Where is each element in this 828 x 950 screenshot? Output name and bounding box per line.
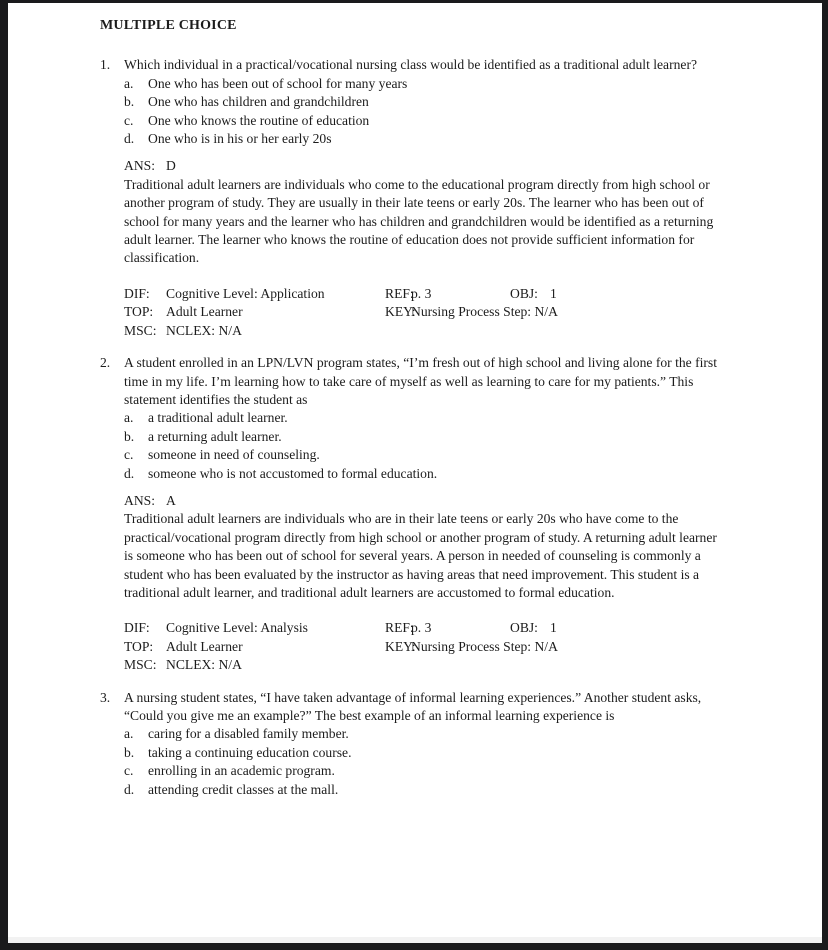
answer-option: [124, 428, 720, 446]
answer-option: [124, 465, 720, 483]
top-label: TOP:: [124, 638, 154, 654]
answer-option: [124, 409, 720, 427]
option-text: One who is in his or her early 20s: [148, 131, 332, 147]
question-body: [124, 56, 720, 340]
answer-value: D: [166, 158, 176, 174]
key-value: Nursing Process Step: N/A: [411, 304, 558, 320]
dif-label: DIF:: [124, 285, 150, 301]
question-metadata: [124, 619, 720, 674]
answer-option: [124, 75, 720, 93]
document-content: [8, 3, 822, 799]
dif-label: DIF:: [124, 620, 150, 636]
option-text: taking a continuing education course.: [148, 744, 352, 760]
option-letter: c.: [124, 447, 134, 463]
obj-value: 1: [550, 620, 557, 636]
key-label: KEY:: [385, 638, 416, 654]
dif-value: Cognitive Level: Analysis: [166, 620, 308, 636]
question-stem: A student enrolled in an LPN/LVN program states, “I’m fresh out of high school and living alone for the first time in my life. I’m learning how to take care of myself as well as learning to care for my patients.” This statement identifies the student as: [124, 355, 717, 407]
top-label: TOP:: [124, 304, 154, 320]
top-value: Adult Learner: [166, 638, 243, 654]
msc-label: MSC:: [124, 657, 157, 673]
question-3: [100, 689, 762, 799]
key-value: Nursing Process Step: N/A: [411, 638, 558, 654]
option-text: enrolling in an academic program.: [148, 763, 335, 779]
option-text: One who has children and grandchildren: [148, 94, 369, 110]
option-letter: a.: [124, 410, 134, 426]
msc-label: MSC:: [124, 322, 157, 338]
meta-row-dif: [124, 619, 720, 637]
dif-value: Cognitive Level: Application: [166, 285, 325, 301]
rationale-text: Traditional adult learners are individuals who come to the educational program directly from high school or another program of study. They are usually in their late teens or early 20s. The learner who has been out of school for many years and the learner who has children and grandchildren would be identified as a returning adult learner. The learner who knows the routine of education does not provide sufficient information for classification.: [124, 176, 714, 266]
question-1: [100, 56, 762, 340]
option-letter: c.: [124, 112, 134, 128]
top-value: Adult Learner: [166, 304, 243, 320]
option-letter: b.: [124, 94, 135, 110]
option-text: One who knows the routine of education: [148, 112, 370, 128]
key-label: KEY:: [385, 304, 416, 320]
option-text: attending credit classes at the mall.: [148, 781, 339, 797]
option-letter: a.: [124, 726, 134, 742]
answer-label: ANS:: [124, 492, 155, 508]
section-heading: MULTIPLE CHOICE: [100, 18, 237, 33]
meta-row-msc: [124, 656, 720, 674]
ref-value: p. 3: [411, 620, 432, 636]
meta-row-msc: [124, 322, 720, 340]
document-page: [8, 3, 822, 937]
obj-label: OBJ:: [510, 620, 538, 636]
question-body: [124, 689, 720, 799]
ref-value: p. 3: [411, 285, 432, 301]
option-text: someone who is not accustomed to formal education.: [148, 465, 438, 481]
answer-option: [124, 446, 720, 464]
option-letter: c.: [124, 763, 134, 779]
msc-value: NCLEX: N/A: [166, 657, 242, 673]
answer-label: ANS:: [124, 158, 155, 174]
option-letter: d.: [124, 465, 135, 481]
obj-label: OBJ:: [510, 285, 538, 301]
option-text: someone in need of counseling.: [148, 447, 320, 463]
page-bottom-edge: [8, 937, 822, 943]
option-letter: b.: [124, 744, 135, 760]
question-stem: Which individual in a practical/vocational nursing class would be identified as a traditional adult learner?: [124, 57, 698, 73]
question-number: 1.: [100, 57, 111, 73]
answer-option: [124, 112, 720, 130]
answer-value: A: [166, 492, 176, 508]
meta-row-top: [124, 303, 720, 321]
question-stem: A nursing student states, “I have taken advantage of informal learning experiences.” Another student asks, “Could you give me an example?” The best example of an informal learning experience is: [124, 689, 702, 723]
msc-value: NCLEX: N/A: [166, 322, 242, 338]
ref-label: REF:: [385, 620, 414, 636]
option-text: caring for a disabled family member.: [148, 726, 349, 742]
answer-line: [124, 157, 720, 175]
question-number: 3.: [100, 689, 111, 705]
answer-option: [124, 762, 720, 780]
option-letter: b.: [124, 428, 135, 444]
ref-label: REF:: [385, 285, 414, 301]
option-letter: d.: [124, 131, 135, 147]
option-letter: a.: [124, 75, 134, 91]
question-2: [100, 354, 762, 675]
option-text: One who has been out of school for many years: [148, 75, 408, 91]
option-text: a traditional adult learner.: [148, 410, 288, 426]
question-number: 2.: [100, 355, 111, 371]
answer-option: [124, 93, 720, 111]
answer-option: [124, 781, 720, 799]
question-body: [124, 354, 720, 675]
meta-row-top: [124, 638, 720, 656]
question-metadata: [124, 285, 720, 340]
meta-row-dif: [124, 285, 720, 303]
answer-line: [124, 492, 720, 510]
option-letter: d.: [124, 781, 135, 797]
answer-option: [124, 744, 720, 762]
obj-value: 1: [550, 285, 557, 301]
answer-option: [124, 130, 720, 148]
rationale-text: Traditional adult learners are individuals who are in their late teens or early 20s who have come to the practical/vocational program directly from high school or another program of study. A returning adult learner is someone who has been out of school for several years. A person in needed of counseling is commonly a student who has been evaluated by the instructor as having areas that need improvement. This student is a traditional adult learner, and traditional adult learners are accustomed to formal education.: [124, 511, 717, 600]
answer-option: [124, 725, 720, 743]
option-text: a returning adult learner.: [148, 428, 282, 444]
